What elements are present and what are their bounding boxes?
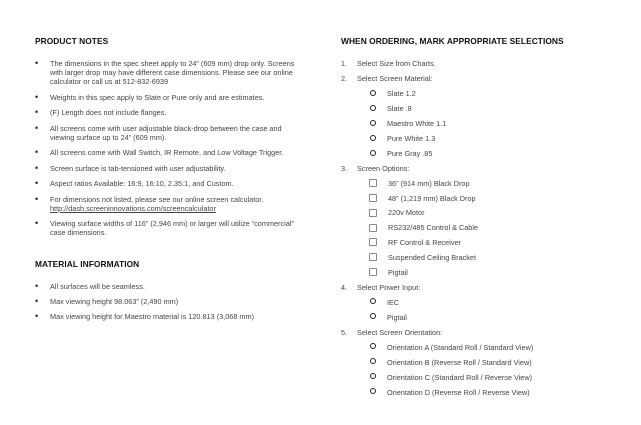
power-option-iec[interactable] [357, 298, 611, 307]
radio-icon[interactable] [370, 373, 376, 379]
product-note: • Weights in this spec apply to Slate or Pure only and are estimates. [35, 93, 305, 102]
orientation-option-c[interactable] [357, 373, 611, 382]
checkbox-icon[interactable] [369, 194, 377, 202]
step-select-size [341, 59, 611, 68]
option-220v-motor[interactable] [357, 208, 611, 217]
material-note: • All surfaces will be seamless. [35, 282, 305, 291]
option-label: Pigtail [388, 267, 408, 277]
orientation-option-a[interactable] [357, 343, 611, 352]
option-label: Pure White 1.3 [387, 134, 436, 143]
option-label: Slate .8 [387, 104, 412, 113]
checkbox-icon[interactable] [369, 238, 377, 246]
option-label: Orientation B (Reverse Roll / Standard View) [387, 357, 532, 367]
step-label: Screen Options: [357, 164, 410, 173]
radio-icon[interactable] [370, 105, 376, 111]
checkbox-icon[interactable] [369, 179, 377, 187]
orientation-option-b[interactable] [357, 358, 611, 367]
radio-icon[interactable] [370, 150, 376, 156]
option-label: RF Control & Receiver [388, 237, 461, 247]
product-note: • (F) Length does not include flanges. [35, 108, 305, 117]
power-option-pigtail[interactable] [357, 313, 611, 322]
option-label: IEC [387, 297, 400, 307]
radio-icon[interactable] [370, 135, 376, 141]
step-number: 4. [341, 282, 348, 292]
checkbox-icon[interactable] [369, 268, 377, 276]
product-note-text: For dimensions not listed, please see our online screen calculator. [50, 194, 264, 204]
screen-calculator-link[interactable]: http://dash.screeninnovations.com/screencalculator [50, 203, 216, 213]
step-number: 3. [341, 164, 348, 173]
product-note: • Aspect ratios Available: 16:9, 16:10, 2.35:1, and Custom. [35, 179, 305, 188]
checkbox-icon[interactable] [369, 209, 377, 217]
material-note: • Max viewing height for Maestro material is 120.813 (3,068 mm) [35, 312, 305, 321]
ordering-heading: WHEN ORDERING, MARK APPROPRIATE SELECTIONS [341, 36, 564, 46]
option-rf-control[interactable] [357, 238, 611, 247]
option-label: Orientation C (Standard Roll / Reverse View) [387, 372, 533, 382]
product-note: • Screen surface is tab-tensioned with user adjustability. [35, 164, 305, 173]
radio-icon[interactable] [370, 358, 376, 364]
step-label: Select Size from Charts. [357, 59, 436, 68]
orientation-options [357, 343, 611, 397]
step-screen-material [341, 74, 611, 158]
step-screen-options [341, 164, 611, 277]
material-option-slate-1-2[interactable] [357, 89, 611, 98]
material-option-slate-0-8[interactable] [357, 104, 611, 113]
option-label: Pure Gray .85 [387, 149, 433, 158]
radio-icon[interactable] [370, 90, 376, 96]
radio-icon[interactable] [370, 313, 376, 319]
product-note: • The dimensions in the spec sheet apply to 24” (609 mm) drop only. Screens with larger drop may have different case dimensions. Please see our online calculator or call us at 512-832-6939 [35, 59, 305, 86]
radio-icon[interactable] [370, 343, 376, 349]
option-label: 220v Motor [388, 208, 425, 218]
option-label: Maestro White 1.1 [387, 119, 447, 128]
radio-icon[interactable] [370, 120, 376, 126]
option-pigtail[interactable] [357, 268, 611, 277]
product-note [35, 195, 305, 213]
option-label: 36” (914 mm) Black Drop [388, 178, 470, 188]
material-note: • Max viewing height 98.063” (2,490 mm) [35, 297, 305, 306]
option-label: RS232/485 Control & Cable [388, 223, 479, 233]
ordering-steps [341, 59, 611, 397]
option-36-black-drop[interactable] [357, 179, 611, 188]
option-label: Suspended Ceiling Bracket [388, 252, 477, 262]
option-label: Orientation D (Reverse Roll / Reverse View) [387, 387, 530, 397]
material-option-pure-white[interactable] [357, 134, 611, 143]
screen-options [357, 179, 611, 277]
right-column [341, 36, 611, 397]
step-power-input [341, 283, 611, 322]
step-screen-orientation [341, 328, 611, 397]
material-information-list [35, 282, 305, 321]
product-notes-heading: PRODUCT NOTES [35, 36, 109, 46]
orientation-option-d[interactable] [357, 388, 611, 397]
option-label: Pigtail [387, 312, 407, 322]
material-options [357, 89, 611, 158]
product-notes-list [35, 59, 305, 237]
checkbox-icon[interactable] [369, 224, 377, 232]
product-note: • All screens come with Wall Switch, IR Remote, and Low Voltage Trigger. [35, 148, 305, 157]
step-number: 5. [341, 327, 348, 337]
option-48-black-drop[interactable] [357, 194, 611, 203]
checkbox-icon[interactable] [369, 253, 377, 261]
step-label: Select Power Input: [357, 282, 421, 292]
step-number: 1. [341, 59, 348, 68]
step-number: 2. [341, 74, 348, 83]
radio-icon[interactable] [370, 388, 376, 394]
step-label: Select Screen Orientation: [357, 327, 443, 337]
product-note: • All screens come with user adjustable black-drop between the case and viewing surface up to 24” (609 mm). [35, 124, 305, 142]
option-label: Orientation A (Standard Roll / Standard View) [387, 342, 534, 352]
option-label: 48” (1,219 mm) Black Drop [388, 193, 476, 203]
material-option-maestro-white[interactable] [357, 119, 611, 128]
material-option-pure-gray[interactable] [357, 149, 611, 158]
power-input-options [357, 298, 611, 322]
option-rs232-control[interactable] [357, 223, 611, 232]
material-information-heading: MATERIAL INFORMATION [35, 259, 140, 270]
radio-icon[interactable] [370, 298, 376, 304]
option-label: Slate 1.2 [387, 89, 416, 98]
product-note: • Viewing surface widths of 116” (2,946 mm) or larger will utilize “commercial” case dimensions. [35, 219, 305, 237]
step-label: Select Screen Material: [357, 74, 433, 83]
left-column [35, 36, 305, 321]
option-ceiling-bracket[interactable] [357, 253, 611, 262]
